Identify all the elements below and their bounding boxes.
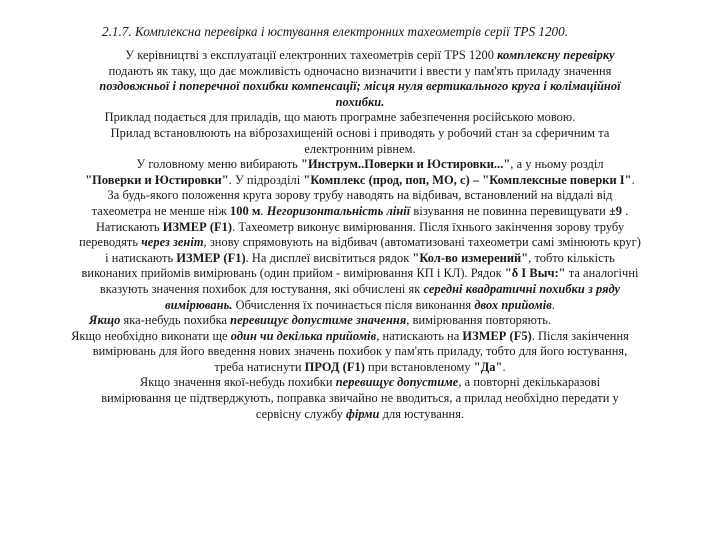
text-line (20, 110, 660, 126)
text-run: подають як таку, що дає можливість одночасно визначити і ввести у пам'ять приладу значення (108, 63, 612, 78)
emphasis-run: "Поверки и Юстировки" (85, 172, 229, 187)
text-run: візування не повинна перевищувати (410, 203, 609, 218)
emphasis-run: "Инструм..Поверки и Юстировки..." (301, 157, 511, 172)
emphasis-run: ИЗМЕР (F1) (176, 250, 246, 265)
text-line (40, 95, 680, 111)
text-run: електронним рівнем. (304, 141, 416, 156)
text-run: За будь-якого положення круга зорову трубу наводять на відбивач, встановлений на віддалі від (107, 188, 613, 203)
text-run: . (631, 172, 635, 187)
text-run: Якщо необхідно виконати ще (71, 328, 231, 343)
emphasis-run: перевищує допустиме (335, 375, 459, 390)
text-run: Якщо значення якої-небудь похибки (139, 375, 336, 390)
text-run: . (551, 297, 555, 312)
emphasis-run: середні квадратичні похибки з ряду (423, 281, 621, 296)
emphasis-run: фірми (345, 406, 380, 421)
text-run: , натискають на (376, 328, 463, 343)
text-run: . Після закінчення (531, 328, 629, 343)
text-line (40, 344, 680, 360)
text-line (0, 313, 640, 329)
emphasis-run: ИЗМЕР (F5) (462, 328, 532, 343)
text-line (50, 157, 690, 173)
text-run: , вимірювання повторяють. (406, 313, 552, 328)
text-line (50, 48, 690, 64)
document-page (40, 22, 680, 422)
text-run: вимірювань для його введення нових значень похибок у пам'ять приладу, тобто для його юстування, (92, 344, 628, 359)
text-line (40, 266, 680, 282)
text-line (40, 142, 680, 158)
emphasis-run: перевищує допустиме значення (230, 313, 407, 328)
text-line (40, 126, 680, 142)
text-run: вказують значення похибок для юстування, які обчислені як (99, 281, 424, 296)
text-run: переводять (79, 235, 142, 250)
emphasis-run: вимірювань. (165, 297, 233, 312)
text-run: , знову спрямовують на відбивач (автоматизовані тахеометри самі змінюють круг) (203, 235, 641, 250)
text-run: Приклад подається для приладів, що мають програмне забезпечення російською мовою. (104, 110, 576, 125)
text-run: У керівництві з експлуатації електронних тахеометрів серії TPS 1200 (125, 48, 498, 62)
text-run: Натискають (95, 219, 163, 234)
text-run: та аналогічні (565, 266, 639, 281)
text-run: при встановленому (364, 359, 474, 374)
text-line (50, 375, 690, 391)
text-run: , а повторні декількаразові (458, 375, 601, 390)
text-line (40, 391, 680, 407)
section-title: 2.1.7. Комплексна перевірка і юстування електронних тахеометрів серії TPS 1200. (102, 24, 569, 39)
emphasis-run: Якщо (88, 313, 121, 328)
text-line (40, 235, 680, 251)
text-line (40, 188, 680, 204)
text-run: , а у ньому розділ (510, 157, 604, 172)
text-run: вимірювання це підтверджують, поправка звичайно не вводиться, а прилад необхідно передати у (101, 391, 619, 406)
emphasis-run: Негоризонтальність лінії (266, 203, 411, 218)
emphasis-run: ИЗМЕР (F1) (162, 219, 233, 234)
text-line (30, 329, 670, 345)
text-run: . Тахеометр виконує вимірювання. Після їхнього закінчення зорову трубу (232, 219, 625, 234)
emphasis-run: ПРОД (F1) (304, 359, 365, 374)
text-run: сервісну службу (255, 406, 346, 421)
emphasis-run: через зеніт (141, 235, 204, 250)
emphasis-run: "δ I Выч:" (504, 266, 566, 281)
emphasis-run: "Комплекс (прод, поп, МО, с) – "Комплексные поверки I" (303, 172, 632, 187)
emphasis-run: комплексну перевірку (497, 48, 615, 62)
emphasis-run: двох прийомів (474, 297, 552, 312)
emphasis-run: "Кол-во измерений" (412, 250, 529, 265)
text-line (40, 282, 680, 298)
text-run: . (622, 203, 629, 218)
text-line (40, 79, 680, 95)
text-line (40, 204, 680, 220)
text-run: . У підрозділі (228, 172, 304, 187)
text-run: для юстування. (379, 406, 465, 421)
text-run: . (502, 359, 506, 374)
text-line (40, 220, 680, 236)
emphasis-run: "Да" (473, 359, 503, 374)
text-run: . (260, 203, 267, 218)
text-line (40, 173, 680, 189)
emphasis-run: 100 м (230, 203, 261, 218)
text-run: . На дисплеї висвітиться рядок (245, 250, 413, 265)
text-line (40, 64, 680, 80)
text-line (40, 360, 680, 376)
text-run: тахеометра не менше ніж (91, 203, 231, 218)
text-line (40, 407, 680, 423)
text-run: яка-небудь похибка (120, 313, 231, 328)
text-run: і натискають (105, 250, 177, 265)
text-run: Прилад встановлюють на віброзахищеній основі і приводять у робочий стан за сферичним та (110, 125, 610, 140)
text-run: Обчислення їх починається після виконання (232, 297, 475, 312)
emphasis-run: похибки. (335, 94, 385, 109)
text-line (40, 251, 680, 267)
document-body (40, 48, 680, 422)
text-run: треба натиснути (214, 359, 305, 374)
text-run: виконаних прийомів вимірювань (один прийом - вимірювання КП і КЛ). Рядок (81, 266, 505, 281)
text-run: , тобто кількість (528, 250, 615, 265)
emphasis-run: ±9 (608, 203, 623, 218)
text-run: У головному меню вибирають (136, 157, 302, 172)
emphasis-run: один чи декілька прийомів (230, 328, 377, 343)
text-line (40, 298, 680, 314)
emphasis-run: поздовжньої і поперечної похибки компенсації; місця нуля вертикального круга і колімаційної (99, 79, 621, 94)
